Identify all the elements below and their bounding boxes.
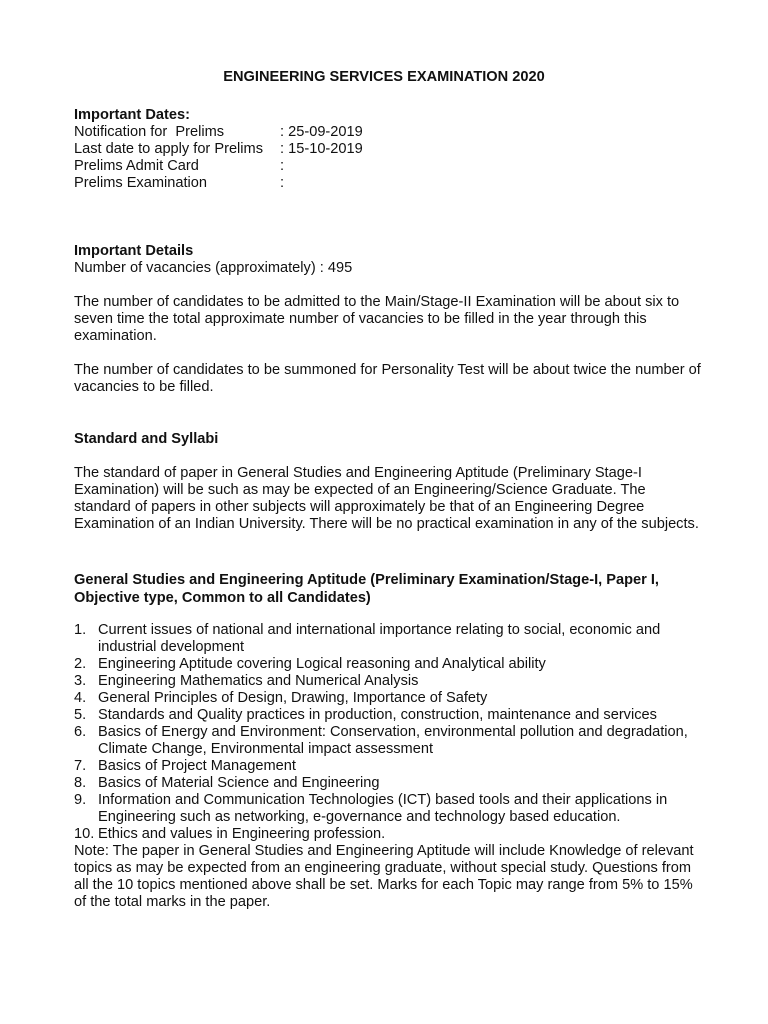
list-item bbox=[74, 707, 704, 724]
topic-number: 9. bbox=[74, 792, 87, 808]
topic-text: Engineering Aptitude covering Logical reasoning and Analytical ability bbox=[98, 656, 546, 672]
date-row bbox=[74, 141, 704, 158]
date-value: : bbox=[280, 158, 285, 174]
list-item bbox=[74, 775, 704, 792]
topic-number: 8. bbox=[74, 775, 87, 791]
topic-text: Standards and Quality practices in production, construction, maintenance and services bbox=[98, 707, 657, 723]
syllabus-note: Note: The paper in General Studies and Engineering Aptitude will include Knowledge of relevant topics as may be expected from an engineering graduate, without special study. Questions from all the 10 topics mentioned above shall be set. Marks for each Topic may range from 5% to 15% of the total marks in the paper. bbox=[74, 843, 694, 910]
date-label: Notification for Prelims bbox=[74, 124, 225, 140]
topic-number: 3. bbox=[74, 673, 87, 689]
topic-number: 2. bbox=[74, 656, 87, 672]
date-value: : 15-10-2019 bbox=[280, 141, 363, 157]
topic-text: General Principles of Design, Drawing, Importance of Safety bbox=[98, 690, 488, 706]
list-item bbox=[74, 792, 704, 826]
list-item bbox=[74, 690, 704, 707]
date-value: : 25-09-2019 bbox=[280, 124, 363, 140]
date-row bbox=[74, 124, 704, 141]
topic-number: 5. bbox=[74, 707, 87, 723]
date-row bbox=[74, 158, 704, 175]
date-label: Prelims Admit Card bbox=[74, 158, 199, 174]
important-details-section bbox=[74, 243, 704, 277]
topic-number: 10. bbox=[74, 826, 95, 842]
note-item bbox=[74, 843, 704, 911]
important-dates-section bbox=[74, 107, 704, 192]
topic-number: 1. bbox=[74, 622, 87, 638]
date-label: Last date to apply for Prelims bbox=[74, 141, 263, 157]
topic-number: 4. bbox=[74, 690, 87, 706]
list-item bbox=[74, 724, 704, 758]
topic-text: Basics of Material Science and Engineering bbox=[98, 775, 380, 791]
topic-text: Basics of Energy and Environment: Conservation, environmental pollution and degradation, Climate Change, Environmental impact assessment bbox=[98, 724, 688, 757]
date-row bbox=[74, 175, 704, 192]
document-title: ENGINEERING SERVICES EXAMINATION 2020 bbox=[223, 69, 545, 85]
personality-test-paragraph: The number of candidates to be summoned for Personality Test will be about twice the number of vacancies to be filled. bbox=[74, 362, 701, 395]
gs-section-heading: General Studies and Engineering Aptitude (Preliminary Examination/Stage-I, Paper I, Objective type, Common to all Candidates) bbox=[74, 572, 659, 606]
important-dates-heading: Important Dates: bbox=[74, 107, 190, 123]
topic-text: Ethics and values in Engineering profession. bbox=[98, 826, 386, 842]
list-item bbox=[74, 758, 704, 775]
topic-number: 7. bbox=[74, 758, 87, 774]
topic-text: Basics of Project Management bbox=[98, 758, 296, 774]
standard-syllabi-heading: Standard and Syllabi bbox=[74, 431, 219, 447]
list-item bbox=[74, 826, 704, 843]
topic-number: 6. bbox=[74, 724, 87, 740]
date-label: Prelims Examination bbox=[74, 175, 208, 191]
topic-text: Current issues of national and international importance relating to social, economic and industrial development bbox=[98, 622, 661, 655]
list-item bbox=[74, 673, 704, 690]
date-value: : bbox=[280, 175, 285, 191]
vacancies-line: Number of vacancies (approximately) : 495 bbox=[74, 260, 353, 276]
main-exam-paragraph: The number of candidates to be admitted to the Main/Stage-II Examination will be about six to seven time the total approximate number of vacancies to be filled in the year through this examination. bbox=[74, 294, 680, 344]
important-details-heading: Important Details bbox=[74, 243, 194, 259]
standard-syllabi-paragraph: The standard of paper in General Studies and Engineering Aptitude (Preliminary Stage-I Examination) will be such as may be expected of an Engineering/Science Graduate. The standard of papers in other subjects will approximately be that of an Engineering Degree Examination of an Indian University. There will be no practical examination in any of the subjects. bbox=[74, 465, 699, 532]
topic-text: Information and Communication Technologies (ICT) based tools and their applications in Engineering such as networking, e-governance and technology based education. bbox=[98, 792, 668, 825]
list-item bbox=[74, 622, 704, 656]
topic-text: Engineering Mathematics and Numerical Analysis bbox=[98, 673, 419, 689]
list-item bbox=[74, 656, 704, 673]
topics-list bbox=[74, 622, 704, 911]
